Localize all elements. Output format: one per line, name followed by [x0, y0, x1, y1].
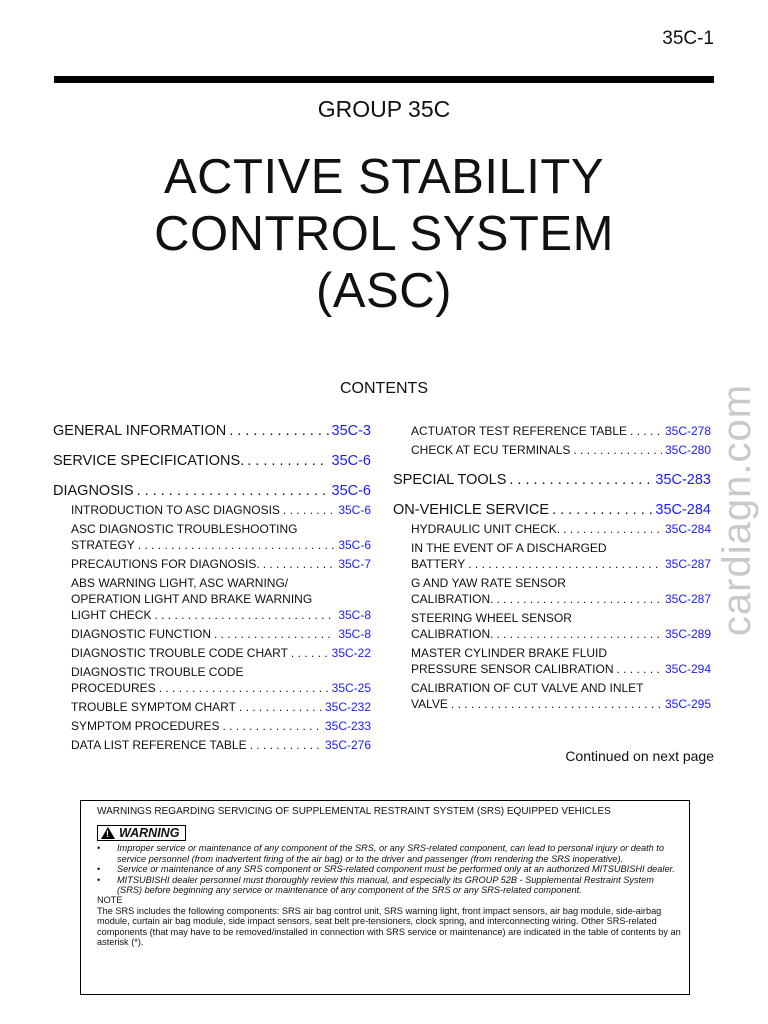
- toc-entry[interactable]: BATTERY . . . 35C-287: [393, 556, 711, 572]
- warning-bullet: • Service or maintenance of any SRS component or SRS-related component must be performed only at an authorized MITSUBISHI dealer.: [97, 864, 675, 875]
- warning-bullet: • Improper service or maintenance of any component of the SRS, or any SRS-related component, can lead to personal injury or death to service personnel (from inadvertent firing of the air bag) or to the driver and passenger (from rendering the SRS inoperative).: [97, 843, 664, 864]
- group-label: GROUP 35C: [317, 96, 451, 122]
- toc-entry[interactable]: CHECK AT ECU TERMINALS . . . 35C-280: [393, 442, 711, 458]
- toc-entry[interactable]: DATA LIST REFERENCE TABLE . . . 35C-276: [53, 737, 371, 753]
- toc-entry-line: IN THE EVENT OF A DISCHARGED: [411, 541, 607, 555]
- toc-entry-line: MASTER CYLINDER BRAKE FLUID: [411, 646, 608, 660]
- toc-entry[interactable]: ACTUATOR TEST REFERENCE TABLE . . . 35C-278: [393, 423, 711, 439]
- top-rule: [54, 76, 714, 83]
- toc-entry-line: DIAGNOSTIC TROUBLE CODE: [71, 665, 244, 679]
- title-line: CONTROL SYSTEM: [154, 207, 614, 261]
- toc-entry[interactable]: VALVE . . . 35C-295: [393, 696, 711, 712]
- toc-entry[interactable]: HYDRAULIC UNIT CHECK. . . . 35C-284: [393, 521, 711, 537]
- toc-entry[interactable]: DIAGNOSTIC FUNCTION . . . 35C-8: [53, 626, 371, 642]
- toc-entry[interactable]: STRATEGY . . . 35C-6: [53, 537, 371, 553]
- toc-entry[interactable]: PRESSURE SENSOR CALIBRATION . . . 35C-294: [393, 661, 711, 677]
- note-text: The SRS includes the following components: SRS air bag control unit, SRS warning light, front impact sensors, air bag module, side-airbag module, curtain air bag module, side impact sensors, seat belt pre-tensioners, clock spring, and interconnecting wiring. Other SRS-related components (that may have to be removed/installed in connection with SRS service or maintenance) are indicated in the table of contents by an asterisk (*).: [97, 905, 681, 948]
- toc-entry[interactable]: SPECIAL TOOLS . . . 35C-283: [393, 472, 711, 488]
- title-line: ACTIVE STABILITY: [163, 150, 605, 204]
- toc-entry[interactable]: SERVICE SPECIFICATIONS. . . . 35C-6: [53, 453, 371, 469]
- watermark: cardiagn.com: [715, 383, 759, 637]
- title-line: (ASC): [316, 264, 452, 318]
- toc-entry[interactable]: DIAGNOSIS . . . 35C-6: [53, 483, 371, 499]
- toc-entry-line: OPERATION LIGHT AND BRAKE WARNING: [71, 592, 313, 606]
- toc-entry[interactable]: PROCEDURES . . . 35C-25: [53, 680, 371, 696]
- note-label: NOTE: [97, 895, 123, 906]
- toc-entry[interactable]: TROUBLE SYMPTOM CHART . . . 35C-232: [53, 699, 371, 715]
- toc-entry-line: ABS WARNING LIGHT, ASC WARNING/: [71, 576, 289, 590]
- warning-label-text: WARNING: [119, 826, 180, 841]
- toc-right-column: [393, 423, 711, 712]
- toc-entry[interactable]: INTRODUCTION TO ASC DIAGNOSIS . . . 35C-6: [53, 502, 371, 518]
- toc-entry-line: CALIBRATION OF CUT VALVE AND INLET: [411, 681, 644, 695]
- toc-entry-line: ASC DIAGNOSTIC TROUBLESHOOTING: [71, 522, 298, 536]
- toc-left-column: [53, 423, 371, 753]
- toc-entry-line: G AND YAW RATE SENSOR: [411, 576, 566, 590]
- toc-entry[interactable]: DIAGNOSTIC TROUBLE CODE CHART . . . 35C-22: [53, 645, 371, 661]
- toc-entry[interactable]: GENERAL INFORMATION . . . 35C-3: [53, 423, 371, 439]
- warning-box-heading: WARNINGS REGARDING SERVICING OF SUPPLEMENTAL RESTRAINT SYSTEM (SRS) EQUIPPED VEHICLES: [97, 806, 611, 817]
- page-number: 35C-1: [662, 28, 714, 49]
- toc-entry[interactable]: SYMPTOM PROCEDURES . . . 35C-233: [53, 718, 371, 734]
- page-title: [0, 149, 768, 320]
- warning-bullet: • MITSUBISHI dealer personnel must thoroughly review this manual, and especially its GROUP 52B - Supplemental Restraint System (SRS) before beginning any service or maintenance of any component of the SRS or any SRS-related component.: [97, 874, 654, 896]
- warning-label: [97, 825, 186, 841]
- toc-entry-line: STEERING WHEEL SENSOR: [411, 611, 572, 625]
- warning-triangle-icon: [101, 827, 115, 839]
- toc-entry[interactable]: LIGHT CHECK . . . 35C-8: [53, 607, 371, 623]
- srs-warning-box: [80, 800, 690, 995]
- contents-heading: CONTENTS: [340, 380, 428, 397]
- toc-entry[interactable]: ON-VEHICLE SERVICE . . . 35C-284: [393, 502, 711, 518]
- toc-entry[interactable]: PRECAUTIONS FOR DIAGNOSIS. . . . 35C-7: [53, 556, 371, 572]
- continued-note: Continued on next page: [565, 748, 714, 764]
- toc-entry[interactable]: CALIBRATION. . . . 35C-289: [393, 626, 711, 642]
- toc-entry[interactable]: CALIBRATION. . . . 35C-287: [393, 591, 711, 607]
